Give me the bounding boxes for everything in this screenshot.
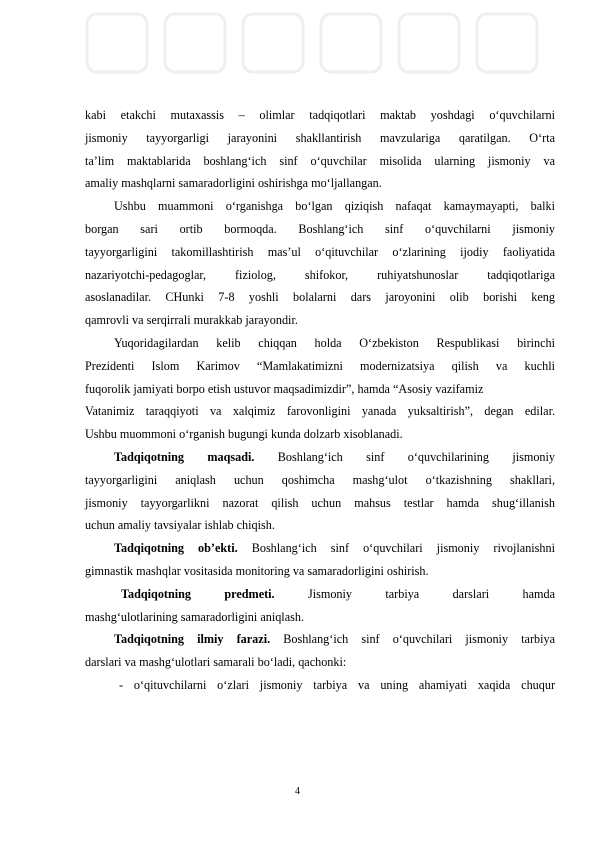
paragraph-line <box>85 628 555 651</box>
paragraph-line: nazariyotchi-pedagoglar, fiziolog, shifokor, ruhiyatshunoslar tadqiqotlariga <box>85 267 555 282</box>
page-number: 4 <box>295 786 300 797</box>
paragraph-line: Vatanimiz taraqqiyoti va xalqimiz farovonligini yanada yuksaltirish”, degan edilar. <box>85 404 555 419</box>
section-heading: Tadqiqotning maqsadi. <box>114 449 255 464</box>
paragraph-line <box>85 537 555 560</box>
section-heading: Tadqiqotning predmeti. <box>121 586 275 601</box>
paragraph-line <box>85 446 555 469</box>
watermark <box>85 8 555 78</box>
paragraph-line: kabi etakchi mutaxassis – olimlar tadqiqotlari maktab yoshdagi o‘quvchilarni <box>85 108 555 122</box>
paragraph-line: tayyorgarligini takomillashtirish mas’ul o‘qituvchilar o‘zlarining ijodiy faoliyatida <box>85 244 555 259</box>
paragraph-line: fuqorolik jamiyati borpo etish ustuvor maqsadimizdir”, hamda “Asosiy vazifamiz <box>85 381 484 396</box>
paragraph-line: tayyorgarligini aniqlash uchun qoshimcha mashg‘ulot o‘tkazishning shakllari, <box>85 472 555 487</box>
paragraph-line: mashg‘ulotlarining samaradorligini aniqlash. <box>85 609 304 624</box>
paragraph-line: qamrovli va serqirrali murakkab jarayondir. <box>85 313 298 328</box>
paragraph-line: gimnastik mashqlar vositasida monitoring va samaradorligini oshirish. <box>85 563 429 578</box>
paragraph-line: Prezidenti Islom Karimov “Mamlakatimizni modernizatsiya qilish va kuchli <box>85 358 555 373</box>
document-body <box>85 104 555 697</box>
paragraph-line: amaliy mashqlarni samaradorligini oshirishga mo‘ljallangan. <box>85 176 382 191</box>
paragraph-line: ta’lim maktablarida boshlang‘ich sinf o‘quvchilar misolida ularning jismoniy va <box>85 153 555 168</box>
paragraph-line: uchun amaliy tavsiyalar ishlab chiqish. <box>85 518 275 533</box>
paragraph-text: Boshlang‘ich sinf o‘quvchilari jismoniy rivojlanishni <box>237 541 555 556</box>
paragraph-text: Boshlang‘ich sinf o‘quvchilarining jismoniy <box>254 449 555 464</box>
paragraph-line: - o‘qituvchilarni o‘zlari jismoniy tarbiya va uning ahamiyati xaqida chuqur <box>119 677 555 692</box>
paragraph-line: asoslanadilar. CHunki 7-8 yoshli bolalarni dars jaroyonini olib borishi keng <box>85 290 555 305</box>
section-heading: Tadqiqotning ilmiy farazi. <box>114 632 271 647</box>
paragraph-line: borgan sari ortib bormoqda. Boshlang‘ich sinf o‘quvchilarni jismoniy <box>85 221 555 236</box>
paragraph-line: jismoniy tayyorgarlikni nazorat qilish uchun mahsus testlar hamda shug‘illanish <box>85 495 555 510</box>
paragraph-line <box>85 583 555 606</box>
paragraph-text: Boshlang‘ich sinf o‘quvchilari jismoniy tarbiya <box>270 632 555 647</box>
paragraph-line: darslari va mashg‘ulotlari samarali bo‘ladi, qachonki: <box>85 655 347 670</box>
paragraph-line: Ushbu muammoni o‘rganishga bo‘lgan qiziqish nafaqat kamaymayapti, balki <box>114 199 555 214</box>
paragraph-line: Ushbu muommoni o‘rganish bugungi kunda dolzarb xisoblanadi. <box>85 427 403 442</box>
paragraph-text: Jismoniy tarbiya darslari hamda <box>274 586 555 601</box>
section-heading: Tadqiqotning ob’ekti. <box>114 541 238 556</box>
paragraph-line: Yuqoridagilardan kelib chiqqan holda O‘zbekiston Respublikasi birinchi <box>114 335 555 350</box>
paragraph-line: jismoniy tayyorgarligi jarayonini shakllantirish mavzulariga qaratilgan. O‘rta <box>85 130 555 145</box>
